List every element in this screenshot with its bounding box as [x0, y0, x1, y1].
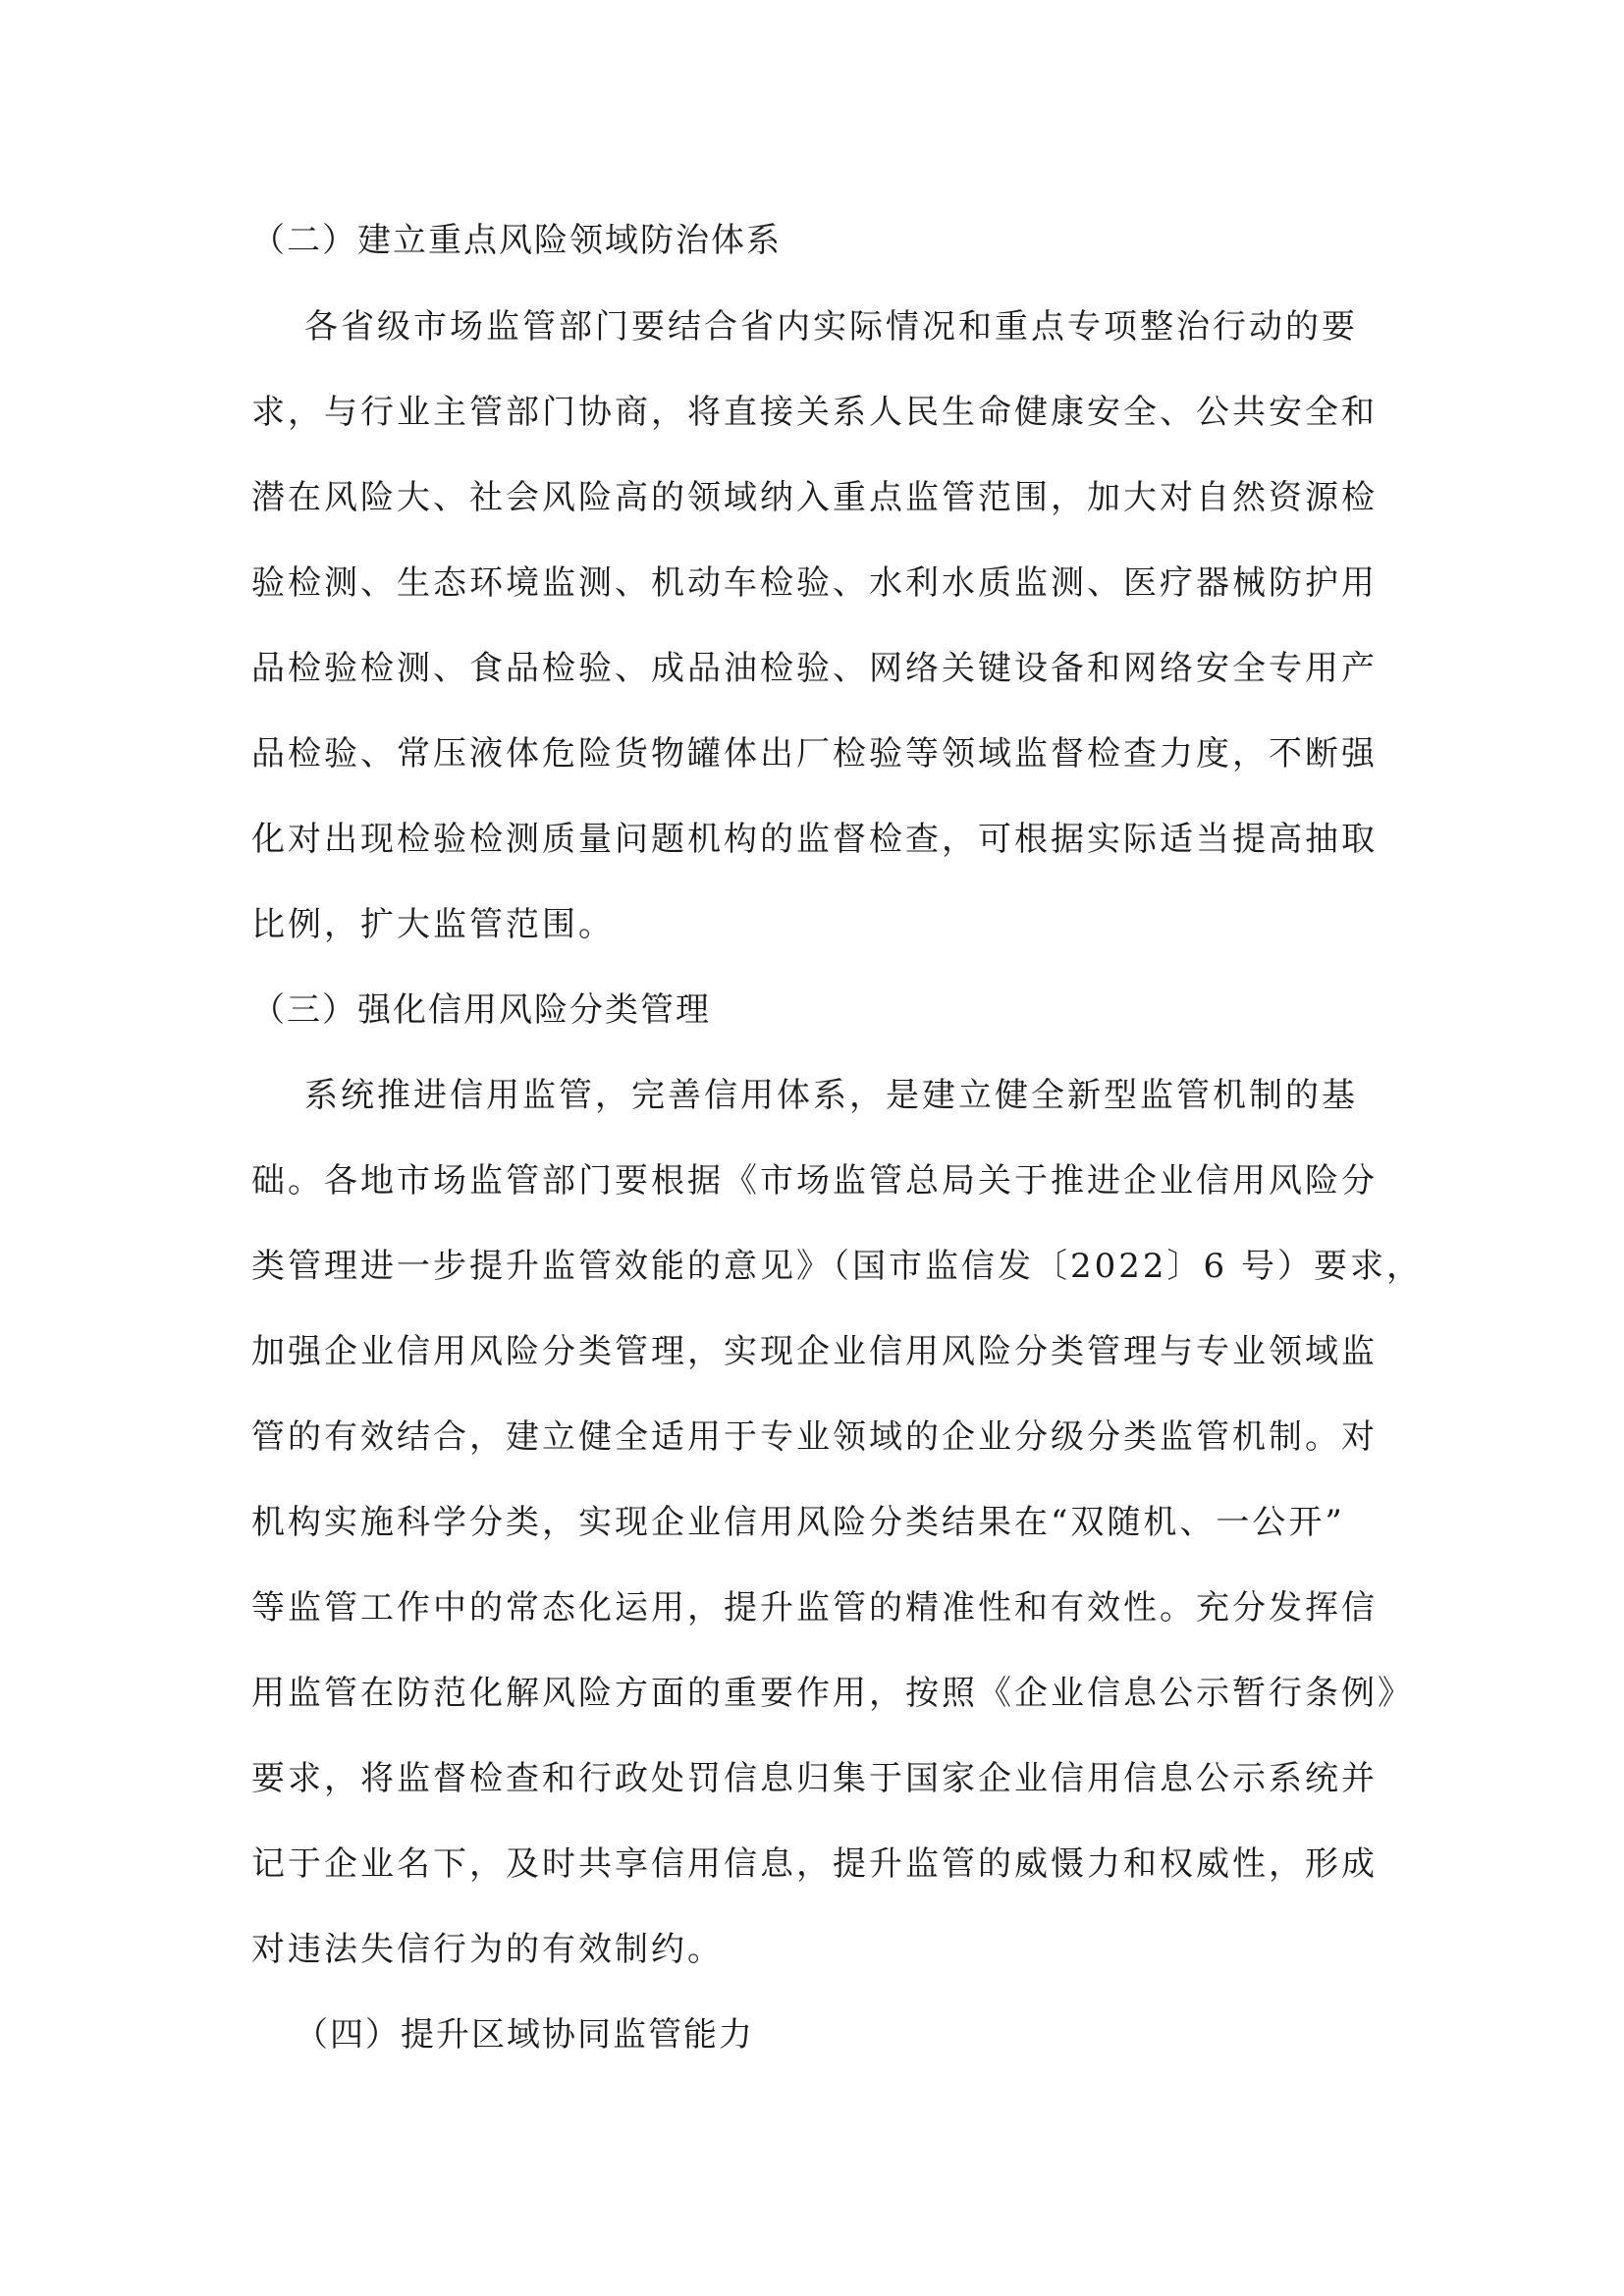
section-4-heading: （四）提升区域协同监管能力 — [295, 2015, 754, 2055]
section-2-paragraph-line: 潜在风险大、社会风险高的领域纳入重点监管范围，加大对自然资源检 — [251, 478, 1378, 517]
section-2-heading: （二）建立重点风险领域防治体系 — [251, 221, 782, 260]
section-3-paragraph-line: 对违法失信行为的有效制约。 — [251, 1930, 724, 1969]
section-2-paragraph-line: 各省级市场监管部门要结合省内实际情况和重点专项整治行动的要 — [304, 307, 1358, 347]
section-3-paragraph-line: 记于企业名下，及时共享信用信息，提升监管的威慑力和权威性，形成 — [251, 1844, 1378, 1884]
section-3-paragraph-line: 管的有效结合，建立健全适用于专业领域的企业分级分类监管机制。对 — [251, 1417, 1378, 1457]
section-2-paragraph-line: 品检验检测、食品检验、成品油检验、网络关键设备和网络安全专用产 — [251, 649, 1378, 688]
section-3-paragraph-line: 等监管工作中的常态化运用，提升监管的精准性和有效性。充分发挥信 — [251, 1588, 1378, 1628]
section-2-paragraph-line: 求，与行业主管部门协商，将直接关系人民生命健康安全、公共安全和 — [251, 393, 1378, 432]
section-2-paragraph-line: 化对出现检验检测质量问题机构的监督检查，可根据实际适当提高抽取 — [251, 820, 1378, 859]
section-3-paragraph-line: 系统推进信用监管，完善信用体系，是建立健全新型监管机制的基 — [304, 1076, 1358, 1115]
section-2-paragraph-line: 比例，扩大监管范围。 — [251, 905, 615, 944]
section-3-paragraph-line: 础。各地市场监管部门要根据《市场监管总局关于推进企业信用风险分 — [251, 1161, 1378, 1201]
section-3-paragraph-line: 要求，将监督检查和行政处罚信息归集于国家企业信用信息公示系统并 — [251, 1759, 1378, 1798]
section-3-heading: （三）强化信用风险分类管理 — [251, 990, 711, 1030]
section-2-paragraph-line: 品检验、常压液体危险货物罐体出厂检验等领域监督检查力度，不断强 — [251, 734, 1378, 774]
section-2-paragraph-line: 验检测、生态环境监测、机动车检验、水利水质监测、医疗器械防护用 — [251, 563, 1378, 603]
section-3-paragraph-line: 用监管在防范化解风险方面的重要作用，按照《企业信息公示暂行条例》 — [251, 1674, 1414, 1713]
section-3-paragraph-line: 加强企业信用风险分类管理，实现企业信用风险分类管理与专业领域监 — [251, 1332, 1378, 1371]
section-3-paragraph-line: 类管理进一步提升监管效能的意见》（国市监信发〔2022〕6 号）要求， — [251, 1247, 1423, 1286]
section-3-paragraph-line: 机构实施科学分类，实现企业信用风险分类结果在“双随机、一公开” — [251, 1503, 1345, 1542]
